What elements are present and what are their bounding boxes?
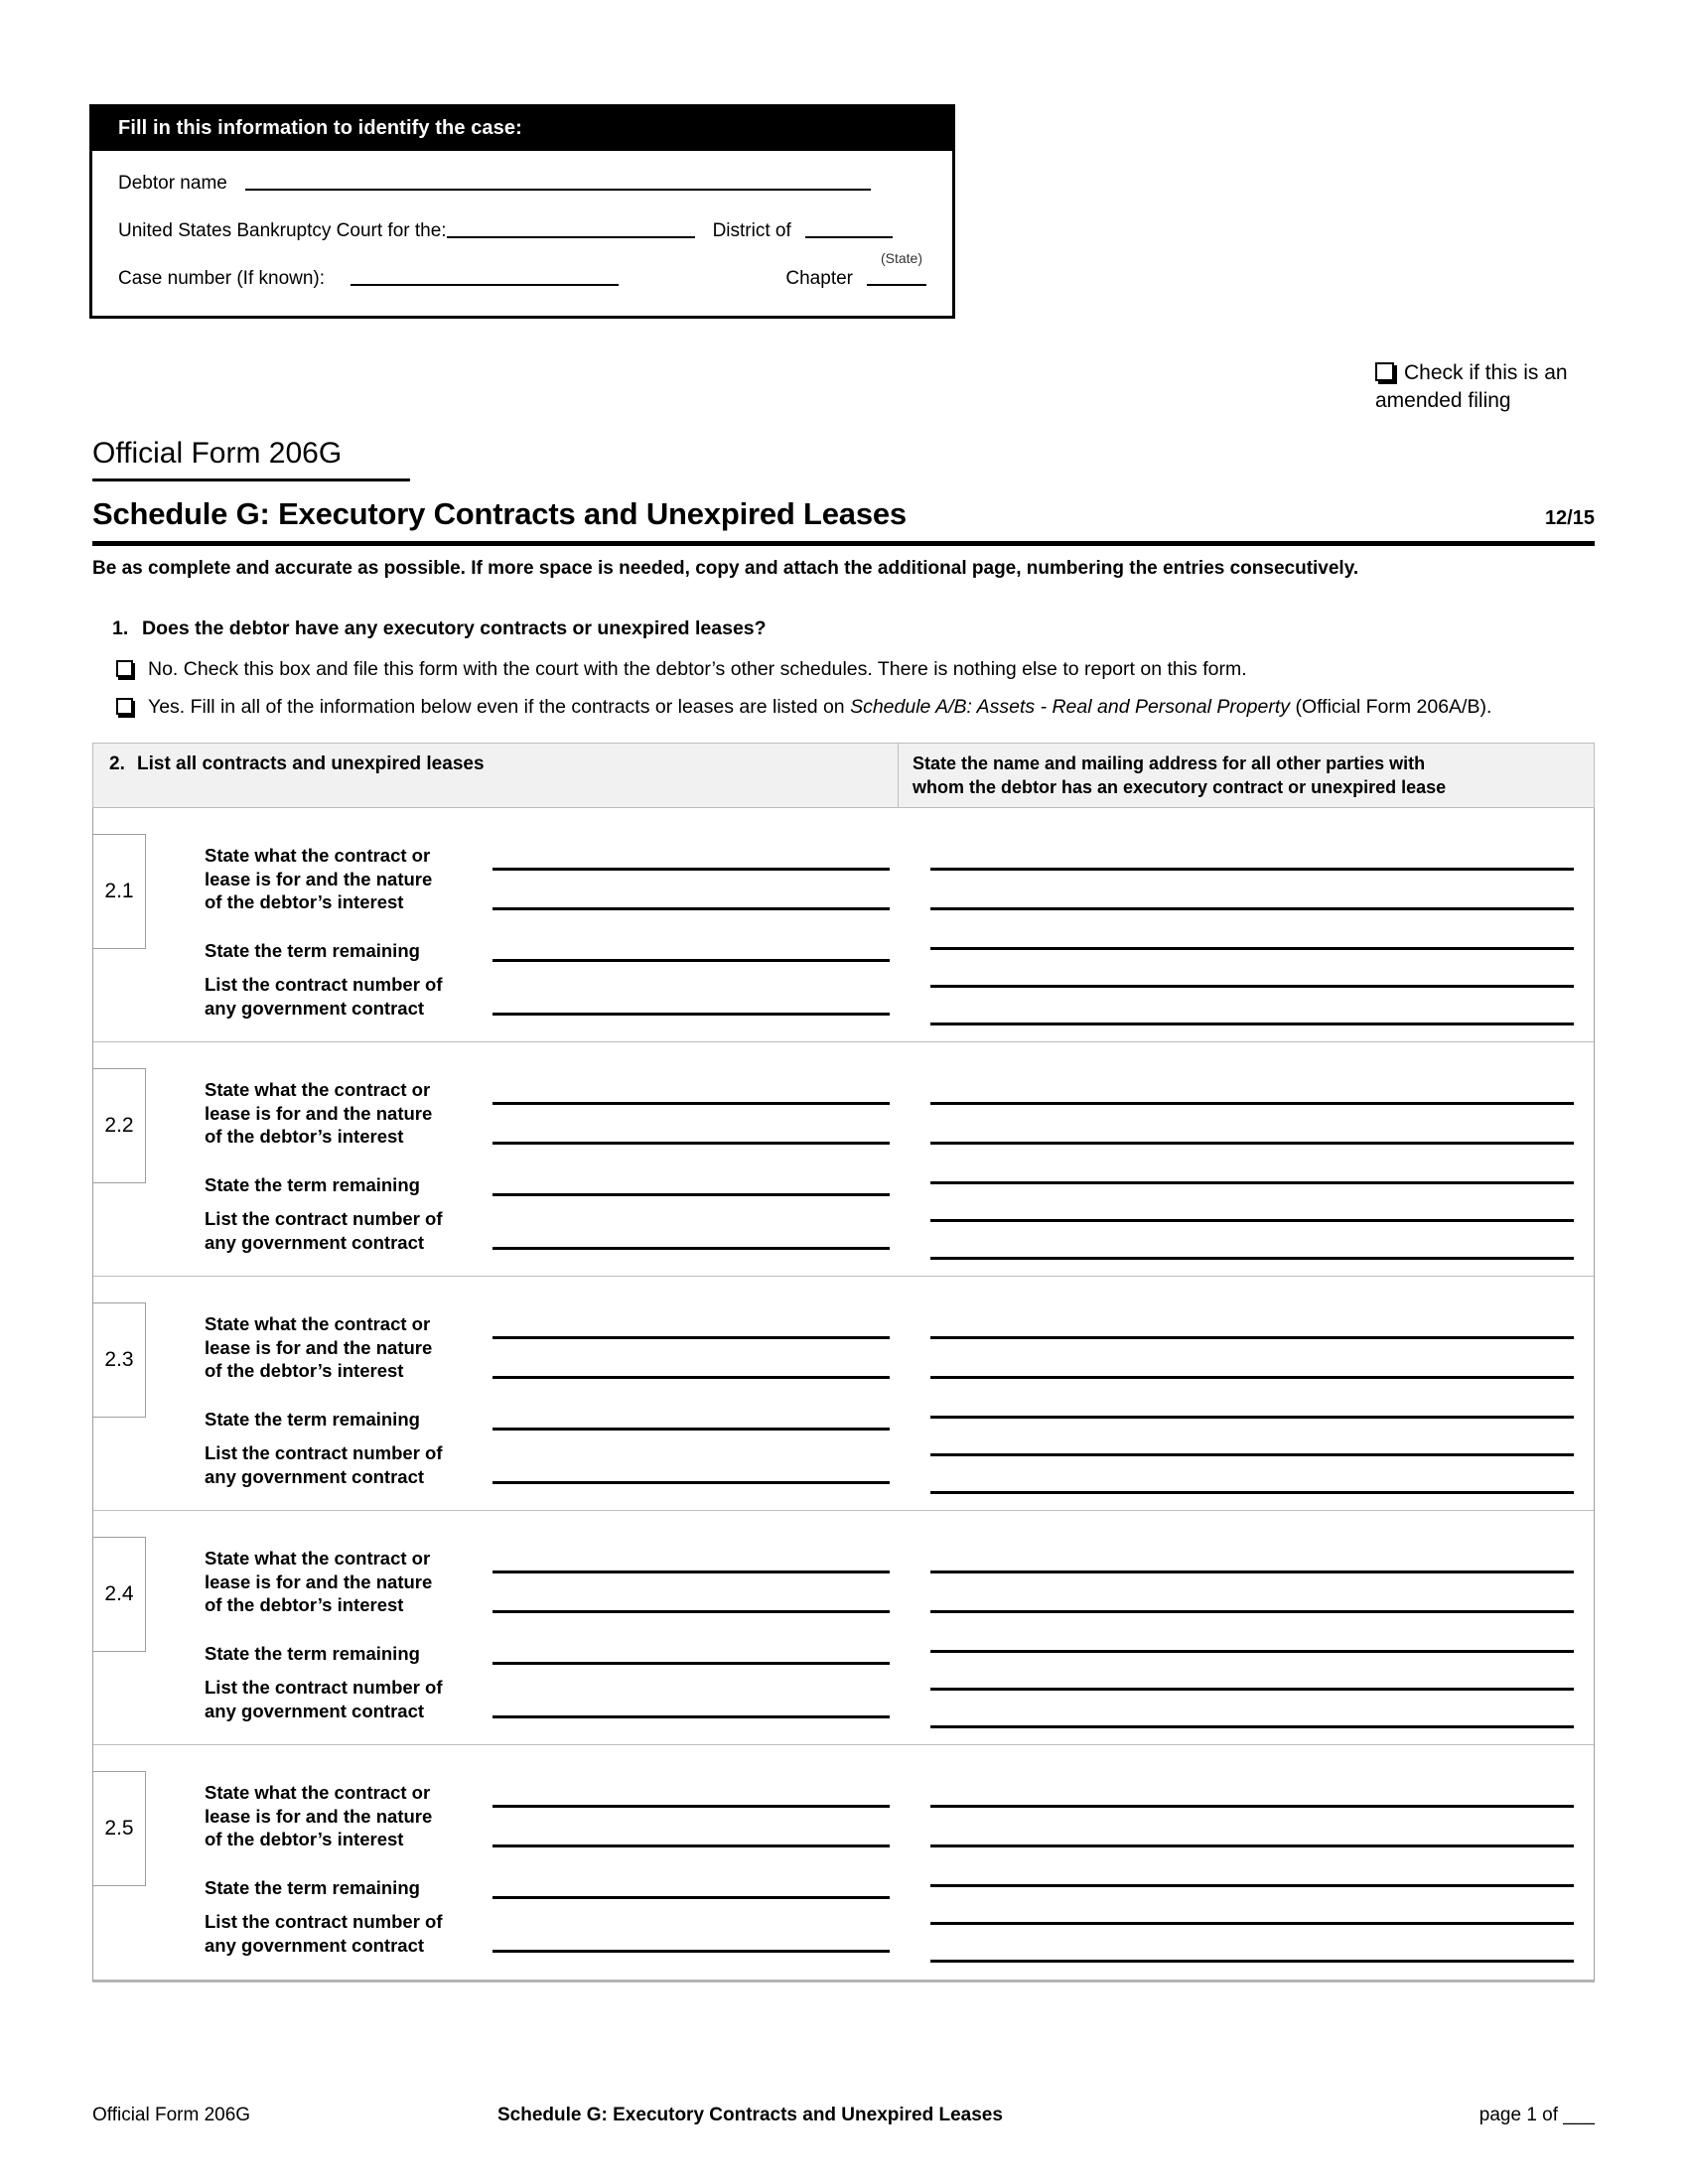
entry-label-term-remaining: State the term remaining — [205, 940, 420, 961]
table-header-row — [92, 743, 1595, 808]
amended-filing-option[interactable] — [1375, 359, 1614, 414]
label-line-1: List the contract number of — [205, 1911, 443, 1932]
case-box-body — [92, 151, 952, 316]
entry-input-contract-nature-2[interactable] — [492, 907, 890, 910]
label-line-2: lease is for and the nature — [205, 1570, 433, 1592]
chapter-input[interactable] — [867, 283, 926, 286]
table-row — [93, 1745, 1594, 1979]
entry-label-gov-contract — [205, 1207, 443, 1254]
entry-input-term-remaining[interactable] — [492, 1428, 890, 1431]
entry-input-party-address-2[interactable] — [930, 1142, 1574, 1145]
entry-input-party-address-3[interactable] — [930, 947, 1574, 950]
entry-input-gov-contract[interactable] — [492, 1481, 890, 1484]
entry-input-party-address-5[interactable] — [930, 1491, 1574, 1494]
court-row — [118, 220, 926, 266]
entry-input-party-address-5[interactable] — [930, 1023, 1574, 1025]
table-header-right-line1: State the name and mailing address for all other parties with — [913, 753, 1426, 773]
table-row — [93, 1277, 1594, 1511]
court-label: United States Bankruptcy Court for the: — [118, 220, 447, 241]
entry-number: 2.1 — [93, 834, 146, 949]
form-id: Official Form 206G — [92, 437, 343, 470]
amended-filing-label: Check if this is an amended filing — [1375, 361, 1568, 412]
entry-input-contract-nature-2[interactable] — [492, 1844, 890, 1847]
label-line-2: any government contract — [205, 1700, 425, 1721]
table-header-left-label: List all contracts and unexpired leases — [137, 753, 485, 774]
district-of-label: District of — [712, 220, 791, 241]
entry-label-term-remaining: State the term remaining — [205, 1409, 420, 1430]
entry-label-gov-contract — [205, 1441, 443, 1488]
entry-input-gov-contract[interactable] — [492, 1013, 890, 1016]
label-line-2: lease is for and the nature — [205, 1805, 433, 1827]
entry-input-contract-nature-2[interactable] — [492, 1142, 890, 1145]
option-yes-schedule-reference: Schedule A/B: Assets - Real and Personal Property — [850, 695, 1291, 718]
entry-number: 2.3 — [93, 1302, 146, 1418]
title-underline — [92, 541, 1595, 546]
state-input[interactable] — [805, 235, 893, 238]
title-row — [92, 496, 1595, 532]
lead-instructions: Be as complete and accurate as possible. If more space is needed, copy and attach the additional page, numbering the entries consecutively. — [92, 558, 1359, 579]
entry-input-party-address-5[interactable] — [930, 1960, 1574, 1963]
question-1-block — [112, 617, 1602, 731]
entry-input-term-remaining[interactable] — [492, 1896, 890, 1899]
checkbox-icon[interactable] — [116, 698, 133, 715]
entry-label-gov-contract — [205, 973, 443, 1020]
label-line-2: any government contract — [205, 1465, 425, 1487]
label-line-1: List the contract number of — [205, 1208, 443, 1229]
entry-input-gov-contract[interactable] — [492, 1247, 890, 1250]
label-line-2: lease is for and the nature — [205, 1102, 433, 1124]
entry-input-term-remaining[interactable] — [492, 1193, 890, 1196]
entry-label-gov-contract — [205, 1676, 443, 1722]
contracts-table — [92, 743, 1595, 1982]
entry-input-party-address-3[interactable] — [930, 1416, 1574, 1419]
debtor-name-label: Debtor name — [118, 173, 227, 194]
chapter-label: Chapter — [785, 268, 853, 289]
debtor-name-row — [118, 173, 926, 195]
question-1-prompt — [112, 617, 1602, 640]
option-yes-label-part1: Yes. Fill in all of the information below even if the contracts or leases are listed on — [148, 695, 851, 718]
label-line-1: State what the contract or — [205, 845, 431, 866]
label-line-2: any government contract — [205, 1231, 425, 1253]
page-title: Schedule G: Executory Contracts and Unexpired Leases — [92, 496, 907, 531]
debtor-name-input[interactable] — [245, 188, 871, 191]
entry-input-party-address-4[interactable] — [930, 1453, 1574, 1456]
question-1-option-yes[interactable] — [112, 694, 1602, 722]
entry-input-term-remaining[interactable] — [492, 959, 890, 962]
table-header-number: 2. — [109, 753, 125, 774]
entry-label-contract-nature — [205, 1312, 432, 1383]
label-line-3: of the debtor’s interest — [205, 1829, 404, 1850]
entry-label-contract-nature — [205, 844, 432, 914]
label-line-2: lease is for and the nature — [205, 1336, 433, 1358]
entry-input-party-address-3[interactable] — [930, 1181, 1574, 1184]
checkbox-icon[interactable] — [1375, 362, 1394, 381]
page-footer — [92, 2105, 1595, 2126]
table-header-left — [93, 744, 898, 807]
entry-input-party-address-4[interactable] — [930, 1219, 1574, 1222]
entry-input-party-address-1[interactable] — [930, 1336, 1574, 1339]
entry-input-contract-nature-1[interactable] — [492, 1102, 890, 1105]
entry-input-party-address-1[interactable] — [930, 1570, 1574, 1573]
entry-number: 2.2 — [93, 1068, 146, 1183]
label-line-3: of the debtor’s interest — [205, 1126, 404, 1148]
entry-input-contract-nature-1[interactable] — [492, 1336, 890, 1339]
question-1-option-no[interactable] — [112, 656, 1602, 684]
entry-input-party-address-4[interactable] — [930, 1688, 1574, 1691]
label-line-3: of the debtor’s interest — [205, 891, 404, 913]
entry-input-contract-nature-1[interactable] — [492, 1805, 890, 1808]
entry-label-term-remaining: State the term remaining — [205, 1174, 420, 1195]
entry-input-party-address-1[interactable] — [930, 1102, 1574, 1105]
entry-input-party-address-3[interactable] — [930, 1650, 1574, 1653]
entry-input-contract-nature-2[interactable] — [492, 1610, 890, 1613]
label-line-3: of the debtor’s interest — [205, 1360, 404, 1382]
footer-page-number: page 1 of ___ — [1478, 2105, 1595, 2125]
entry-input-contract-nature-2[interactable] — [492, 1376, 890, 1379]
entry-input-party-address-3[interactable] — [930, 1884, 1574, 1887]
court-district-input[interactable] — [447, 235, 695, 238]
table-body — [92, 808, 1595, 1982]
question-1-text: Does the debtor have any executory contracts or unexpired leases? — [142, 617, 767, 639]
entry-input-party-address-5[interactable] — [930, 1725, 1574, 1728]
entry-input-party-address-1[interactable] — [930, 1805, 1574, 1808]
entry-label-gov-contract — [205, 1910, 443, 1957]
table-row — [93, 1042, 1594, 1277]
entry-label-term-remaining: State the term remaining — [205, 1877, 420, 1898]
label-line-1: List the contract number of — [205, 1677, 443, 1698]
label-line-1: State what the contract or — [205, 1548, 431, 1569]
entry-input-contract-nature-1[interactable] — [492, 868, 890, 871]
entry-input-gov-contract[interactable] — [492, 1715, 890, 1718]
table-header-right — [898, 744, 1594, 807]
entry-input-gov-contract[interactable] — [492, 1950, 890, 1953]
entry-input-party-address-2[interactable] — [930, 1844, 1574, 1847]
case-number-row — [118, 268, 926, 290]
entry-input-party-address-1[interactable] — [930, 868, 1574, 871]
label-line-1: List the contract number of — [205, 974, 443, 995]
label-line-1: State what the contract or — [205, 1782, 431, 1803]
label-line-2: any government contract — [205, 1934, 425, 1956]
label-line-3: of the debtor’s interest — [205, 1594, 404, 1616]
entry-input-party-address-4[interactable] — [930, 1922, 1574, 1925]
footer-form-id: Official Form 206G — [92, 2105, 251, 2125]
table-header-right-line2: whom the debtor has an executory contract or unexpired lease — [913, 777, 1447, 798]
entry-input-party-address-2[interactable] — [930, 907, 1574, 910]
table-row — [93, 808, 1594, 1042]
entry-input-party-address-2[interactable] — [930, 1376, 1574, 1379]
entry-number: 2.4 — [93, 1537, 146, 1652]
entry-input-term-remaining[interactable] — [492, 1662, 890, 1665]
label-line-2: lease is for and the nature — [205, 868, 433, 889]
entry-input-party-address-2[interactable] — [930, 1610, 1574, 1613]
option-no-label: No. Check this box and file this form with the court with the debtor’s other schedules. There is nothing else to report on this form. — [148, 658, 1247, 680]
entry-input-contract-nature-1[interactable] — [492, 1570, 890, 1573]
case-number-input[interactable] — [351, 283, 619, 286]
label-line-1: State what the contract or — [205, 1313, 431, 1334]
question-1-number: 1. — [112, 617, 129, 639]
label-line-1: List the contract number of — [205, 1442, 443, 1463]
label-line-2: any government contract — [205, 997, 425, 1019]
form-id-underline — [92, 478, 410, 481]
label-line-1: State what the contract or — [205, 1079, 431, 1100]
option-yes-label-part2: (Official Form 206A/B). — [1290, 695, 1492, 718]
entry-label-term-remaining: State the term remaining — [205, 1643, 420, 1664]
entry-number: 2.5 — [93, 1771, 146, 1886]
checkbox-icon[interactable] — [116, 660, 133, 677]
entry-label-contract-nature — [205, 1547, 432, 1617]
case-box-header: Fill in this information to identify the case: — [92, 107, 952, 151]
case-number-label: Case number (If known): — [118, 268, 326, 289]
state-hint: (State) — [880, 250, 922, 266]
entry-input-party-address-4[interactable] — [930, 985, 1574, 988]
revision-date: 12/15 — [1544, 507, 1595, 529]
entry-label-contract-nature — [205, 1781, 432, 1851]
case-identification-box — [89, 104, 955, 319]
entry-input-party-address-5[interactable] — [930, 1257, 1574, 1260]
entry-label-contract-nature — [205, 1078, 432, 1149]
table-row — [93, 1511, 1594, 1745]
footer-title: Schedule G: Executory Contracts and Unexpired Leases — [497, 2105, 1003, 2125]
